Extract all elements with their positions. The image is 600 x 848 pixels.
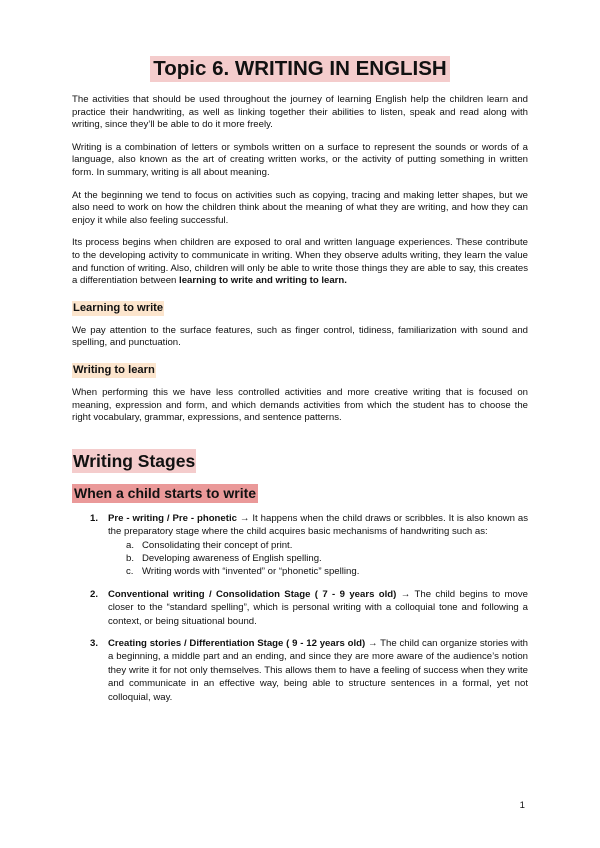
process-text: Its process begins when children are exposed to oral and written language experiences. These contribute to the developing activity to communicate in writing. When they observe adults writing, they learn the value and function of writing. Also, children will only be able to write those things they are able to say, this creates a differentiation between [72,237,528,287]
title-wrapper [72,56,528,82]
page-title: Topic 6. WRITING IN ENGLISH [150,56,449,82]
process-bold-text: learning to write and writing to learn. [179,275,347,287]
stage-title: Creating stories / Differentiation Stage ( 9 - 12 years old) [108,637,366,649]
stage-item-2 [90,588,528,628]
stage-title: Conventional writing / Consolidation Stage ( 7 - 9 years old) [108,588,397,600]
intro-paragraph-2: Writing is a combination of letters or symbols written on a surface to represent the sounds or words of a language, also known as the art of creating written works, or the activity of putting something in written form. In summary, writing is all about meaning. [72,141,528,178]
writing-to-learn-text: When performing this we have less controlled activities and more creative writing that is focused on meaning, expression and form, and which demands activities from which the student has to choose the right vocabulary, grammar, expressions, and sentence patterns. [72,386,528,424]
sub-item [126,552,528,565]
writing-to-learn-heading: Writing to learn [73,363,155,376]
sub-item [126,565,528,578]
child-starts-heading: When a child starts to write [74,484,257,501]
stage-item-1 [90,512,528,579]
stage-number: 3. [90,637,99,649]
stage-description: → It happens when the child draws or scribbles. It is also known as the preparatory stage where the child acquires basic mechanisms of handwriting such as: [108,512,528,538]
stages-list [72,512,528,704]
page-number: 1 [519,800,525,811]
stage-description: → The child can organize stories with a beginning, a middle part and an ending, and since they are more aware of the audience’s notion they write it for not only themselves. This allows them to have a feeling of success when they write and communicate in an effective way, being able to structure sentences in a formal, yet not colloquial, way. [108,637,528,703]
stage-sublist [108,539,528,579]
intro-paragraph-3: At the beginning we tend to focus on activities such as copying, tracing and making letter shapes, but we also need to work on how the children think about the meaning of what they are writing, and how they can enjoy it while also feeling successful. [72,189,528,226]
stage-description: → The child begins to move closer to the “standard spelling”, which is personal writing with a colloquial tone and following a context, or being situational bound. [108,588,528,627]
sub-item-text: Writing words with “invented” or “phonetic” spelling. [142,566,360,578]
learning-to-write-section [72,298,528,350]
document-page [72,56,528,713]
learning-to-write-text: We pay attention to the surface features, such as finger control, tidiness, familiarization with sound and spelling, and punctuation. [72,324,528,349]
stage-title: Pre - writing / Pre - phonetic [108,512,237,524]
sub-item-text: Consolidating their concept of print. [142,539,293,551]
sub-item-letter: b. [126,552,135,564]
intro-paragraph-1: The activities that should be used throughout the journey of learning English help the children learn and practice their handwriting, as well as linking together their abilities to listen, speak and read along with writing, since they’ll be able to do it more freely. [72,94,528,131]
learning-to-write-heading: Learning to write [73,301,164,314]
sub-item [126,539,528,552]
stage-item-3 [90,637,528,704]
process-paragraph [72,237,528,287]
writing-to-learn-section [72,360,528,425]
writing-stages-heading: Writing Stages [73,450,196,471]
sub-item-text: Developing awareness of English spelling. [142,552,322,564]
sub-item-letter: a. [126,539,135,551]
sub-item-letter: c. [126,566,134,578]
stage-number: 1. [90,512,99,524]
stage-number: 2. [90,588,99,600]
